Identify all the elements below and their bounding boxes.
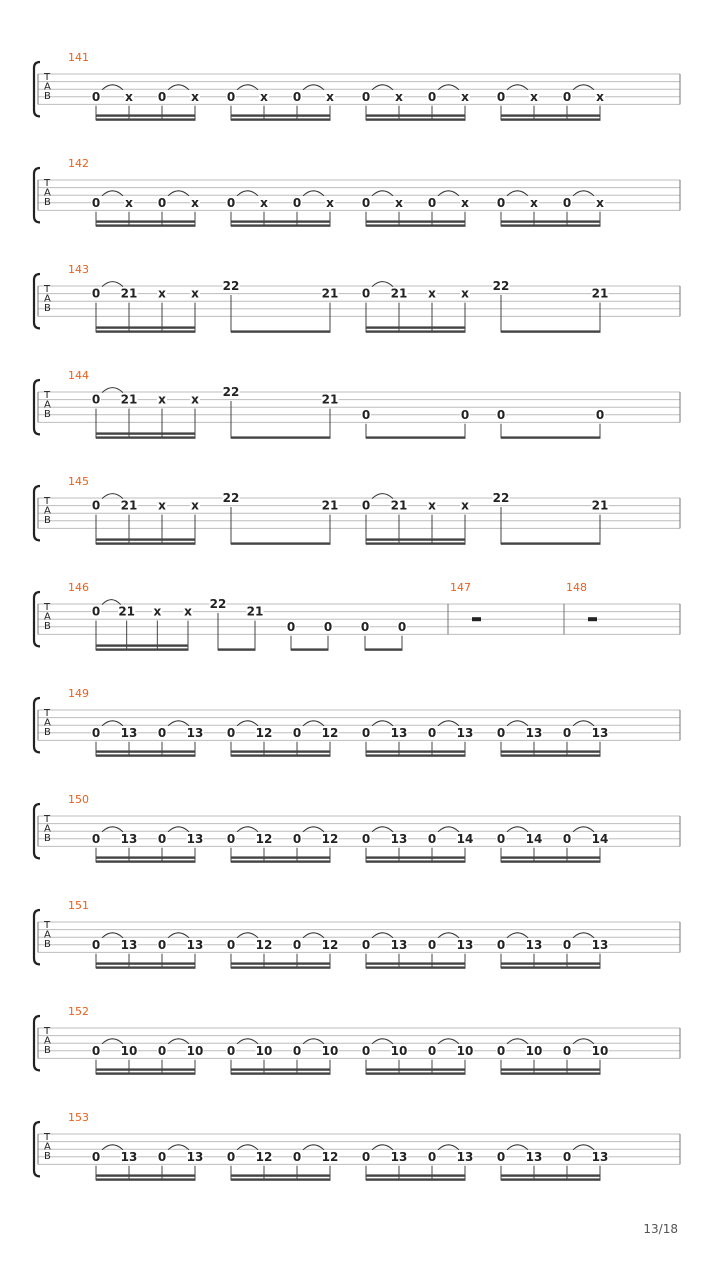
note-beam bbox=[231, 542, 331, 544]
fret-number: 10 bbox=[186, 1043, 204, 1058]
fret-number: 10 bbox=[120, 1043, 138, 1058]
fret-number: 10 bbox=[591, 1043, 609, 1058]
fret-number: 21 bbox=[118, 604, 136, 619]
tab-system bbox=[34, 1005, 680, 1075]
fret-number: 13 bbox=[186, 831, 204, 846]
tab-clef-letter: B bbox=[44, 621, 51, 632]
fret-number: 0 bbox=[226, 725, 236, 740]
note-beam bbox=[96, 750, 196, 752]
fret-number: 0 bbox=[157, 831, 167, 846]
fret-number: 0 bbox=[91, 392, 101, 407]
fret-number: 21 bbox=[246, 604, 264, 619]
note-beam bbox=[231, 220, 331, 222]
fret-number: 21 bbox=[321, 392, 339, 407]
tab-system bbox=[34, 581, 680, 651]
fret-number: 0 bbox=[562, 1043, 572, 1058]
fret-number: x bbox=[530, 195, 538, 210]
fret-number: 0 bbox=[323, 619, 333, 634]
fret-number: 14 bbox=[525, 831, 543, 846]
measure-number: 142 bbox=[68, 157, 89, 170]
fret-number: x bbox=[125, 89, 133, 104]
fret-number: x bbox=[461, 195, 469, 210]
tab-clef-letter: A bbox=[44, 611, 51, 623]
fret-number: 0 bbox=[360, 619, 370, 634]
fret-number: 0 bbox=[226, 195, 236, 210]
fret-number: 21 bbox=[120, 286, 138, 301]
note-beam bbox=[501, 114, 601, 116]
measure-number: 146 bbox=[68, 581, 89, 594]
fret-number: 13 bbox=[591, 937, 609, 952]
fret-number: 22 bbox=[222, 491, 240, 505]
note-beam bbox=[231, 860, 331, 862]
note-beam bbox=[96, 224, 196, 226]
fret-number: 0 bbox=[427, 1043, 437, 1058]
fret-number: 22 bbox=[222, 385, 240, 399]
tab-system bbox=[34, 475, 680, 545]
note-beam bbox=[501, 330, 601, 332]
note-beam bbox=[366, 750, 466, 752]
fret-number: 0 bbox=[496, 89, 506, 104]
fret-number: x bbox=[326, 195, 334, 210]
tab-system bbox=[34, 899, 680, 969]
fret-number: 0 bbox=[427, 725, 437, 740]
fret-number: x bbox=[395, 89, 403, 104]
note-beam bbox=[366, 1178, 466, 1180]
fret-number: x bbox=[158, 392, 166, 407]
fret-number: 12 bbox=[255, 1149, 273, 1164]
note-beam bbox=[96, 962, 196, 964]
fret-number: 0 bbox=[361, 831, 371, 846]
fret-number: x bbox=[260, 195, 268, 210]
fret-number: 0 bbox=[91, 286, 101, 301]
fret-number: 12 bbox=[321, 1149, 339, 1164]
note-beam bbox=[96, 114, 196, 116]
measure-number: 141 bbox=[68, 51, 89, 64]
tab-clef-letter: A bbox=[44, 823, 51, 835]
fret-number: 0 bbox=[562, 937, 572, 952]
fret-number: 0 bbox=[91, 937, 101, 952]
half-rest bbox=[588, 617, 597, 621]
note-beam bbox=[96, 860, 196, 862]
measure-number: 152 bbox=[68, 1005, 89, 1018]
fret-number: 0 bbox=[496, 1149, 506, 1164]
fret-number: x bbox=[326, 89, 334, 104]
tab-system bbox=[34, 263, 680, 333]
fret-number: 0 bbox=[157, 89, 167, 104]
fret-number: 0 bbox=[562, 89, 572, 104]
measure-number: 147 bbox=[450, 581, 471, 594]
note-beam bbox=[231, 750, 331, 752]
fret-number: 0 bbox=[157, 1043, 167, 1058]
fret-number: 0 bbox=[562, 1149, 572, 1164]
fret-number: 0 bbox=[562, 195, 572, 210]
note-beam bbox=[366, 436, 466, 438]
fret-number: x bbox=[461, 89, 469, 104]
fret-number: 0 bbox=[361, 1043, 371, 1058]
fret-number: x bbox=[191, 195, 199, 210]
fret-number: 0 bbox=[562, 831, 572, 846]
fret-number: 0 bbox=[361, 407, 371, 422]
fret-number: 0 bbox=[157, 937, 167, 952]
tab-clef-letter: B bbox=[44, 727, 51, 738]
fret-number: 0 bbox=[292, 195, 302, 210]
tab-clef-letter: A bbox=[44, 293, 51, 305]
fret-number: 0 bbox=[226, 937, 236, 952]
note-beam bbox=[501, 224, 601, 226]
tab-clef-letter: T bbox=[44, 178, 51, 189]
fret-number: 13 bbox=[591, 1149, 609, 1164]
fret-number: x bbox=[428, 286, 436, 301]
fret-number: 13 bbox=[390, 831, 408, 846]
fret-number: 0 bbox=[91, 725, 101, 740]
fret-number: 0 bbox=[292, 831, 302, 846]
tab-clef-letter: B bbox=[44, 409, 51, 420]
fret-number: 22 bbox=[492, 279, 510, 293]
note-beam bbox=[96, 754, 196, 756]
fret-number: 22 bbox=[209, 597, 227, 611]
note-beam bbox=[366, 754, 466, 756]
measure-number: 153 bbox=[68, 1111, 89, 1124]
fret-number: 0 bbox=[226, 1149, 236, 1164]
note-beam bbox=[366, 966, 466, 968]
note-beam bbox=[96, 538, 196, 540]
tab-clef-letter: A bbox=[44, 1035, 51, 1047]
page-number: 13/18 bbox=[643, 1222, 678, 1236]
fret-number: 12 bbox=[321, 937, 339, 952]
tab-clef-letter: B bbox=[44, 515, 51, 526]
note-beam bbox=[366, 1072, 466, 1074]
note-beam bbox=[366, 538, 466, 540]
tab-clef-letter: T bbox=[44, 920, 51, 931]
fret-number: 0 bbox=[361, 286, 371, 301]
fret-number: 12 bbox=[321, 831, 339, 846]
note-beam bbox=[501, 1178, 601, 1180]
fret-number: x bbox=[125, 195, 133, 210]
fret-number: 13 bbox=[186, 1149, 204, 1164]
note-beam bbox=[96, 644, 189, 646]
fret-number: 10 bbox=[390, 1043, 408, 1058]
fret-number: x bbox=[461, 498, 469, 513]
tab-system bbox=[34, 687, 680, 757]
fret-number: 0 bbox=[460, 407, 470, 422]
fret-number: 0 bbox=[292, 89, 302, 104]
fret-number: x bbox=[158, 286, 166, 301]
note-beam bbox=[231, 1178, 331, 1180]
fret-number: 0 bbox=[226, 89, 236, 104]
fret-number: 0 bbox=[91, 195, 101, 210]
note-beam bbox=[366, 860, 466, 862]
note-beam bbox=[366, 1068, 466, 1070]
fret-number: 13 bbox=[525, 937, 543, 952]
fret-number: 13 bbox=[390, 1149, 408, 1164]
measure-number: 149 bbox=[68, 687, 89, 700]
note-beam bbox=[96, 966, 196, 968]
fret-number: 14 bbox=[456, 831, 474, 846]
note-beam bbox=[96, 1068, 196, 1070]
fret-number: 0 bbox=[292, 1043, 302, 1058]
half-rest bbox=[472, 617, 481, 621]
note-beam bbox=[366, 962, 466, 964]
note-beam bbox=[366, 856, 466, 858]
tab-system bbox=[34, 793, 680, 863]
note-beam bbox=[231, 856, 331, 858]
fret-number: 0 bbox=[427, 831, 437, 846]
fret-number: 22 bbox=[492, 491, 510, 505]
note-beam bbox=[501, 1174, 601, 1176]
note-beam bbox=[501, 860, 601, 862]
fret-number: x bbox=[191, 498, 199, 513]
note-beam bbox=[501, 856, 601, 858]
fret-number: 21 bbox=[120, 392, 138, 407]
note-beam bbox=[231, 114, 331, 116]
fret-number: 0 bbox=[361, 725, 371, 740]
note-beam bbox=[218, 648, 256, 650]
fret-number: 0 bbox=[361, 498, 371, 513]
note-beam bbox=[96, 118, 196, 120]
fret-number: 0 bbox=[361, 195, 371, 210]
note-beam bbox=[501, 754, 601, 756]
tab-clef-letter: A bbox=[44, 187, 51, 199]
fret-number: x bbox=[153, 604, 162, 619]
fret-number: 0 bbox=[91, 498, 101, 513]
fret-number: x bbox=[191, 392, 199, 407]
tab-clef-letter: T bbox=[44, 1132, 51, 1143]
fret-number: 13 bbox=[390, 937, 408, 952]
fret-number: x bbox=[428, 498, 436, 513]
fret-number: x bbox=[596, 89, 604, 104]
fret-number: 0 bbox=[157, 1149, 167, 1164]
tab-clef-letter: B bbox=[44, 303, 51, 314]
tab-system bbox=[34, 369, 680, 439]
note-beam bbox=[501, 1068, 601, 1070]
fret-number: 0 bbox=[292, 725, 302, 740]
tab-clef-letter: T bbox=[44, 390, 51, 401]
measure-number: 144 bbox=[68, 369, 89, 382]
tab-clef-letter: T bbox=[44, 72, 51, 83]
note-beam bbox=[96, 330, 196, 332]
note-beam bbox=[96, 1174, 196, 1176]
fret-number: 0 bbox=[496, 831, 506, 846]
fret-number: 13 bbox=[456, 725, 474, 740]
fret-number: 22 bbox=[222, 279, 240, 293]
fret-number: x bbox=[260, 89, 268, 104]
fret-number: 0 bbox=[91, 604, 101, 619]
fret-number: 12 bbox=[255, 725, 273, 740]
fret-number: 0 bbox=[397, 619, 407, 634]
fret-number: 0 bbox=[292, 937, 302, 952]
fret-number: 0 bbox=[427, 195, 437, 210]
fret-number: 13 bbox=[456, 937, 474, 952]
fret-number: 21 bbox=[591, 286, 609, 301]
note-beam bbox=[231, 962, 331, 964]
tab-clef-letter: T bbox=[44, 496, 51, 507]
note-beam bbox=[96, 856, 196, 858]
tab-clef-letter: T bbox=[44, 284, 51, 295]
note-beam bbox=[96, 648, 189, 650]
fret-number: 10 bbox=[525, 1043, 543, 1058]
note-beam bbox=[501, 1072, 601, 1074]
tab-clef-letter: A bbox=[44, 929, 51, 941]
note-beam bbox=[366, 220, 466, 222]
fret-number: 0 bbox=[91, 1149, 101, 1164]
fret-number: 12 bbox=[255, 937, 273, 952]
fret-number: 10 bbox=[456, 1043, 474, 1058]
fret-number: 13 bbox=[186, 937, 204, 952]
fret-number: 0 bbox=[361, 1149, 371, 1164]
fret-number: 0 bbox=[496, 937, 506, 952]
fret-number: 13 bbox=[456, 1149, 474, 1164]
note-beam bbox=[96, 1072, 196, 1074]
tab-system bbox=[34, 1111, 680, 1181]
measure-number: 145 bbox=[68, 475, 89, 488]
fret-number: x bbox=[530, 89, 538, 104]
fret-number: 12 bbox=[321, 725, 339, 740]
tab-clef-letter: T bbox=[44, 1026, 51, 1037]
note-beam bbox=[231, 436, 331, 438]
fret-number: 0 bbox=[91, 89, 101, 104]
note-beam bbox=[231, 966, 331, 968]
fret-number: x bbox=[191, 286, 199, 301]
fret-number: 21 bbox=[321, 498, 339, 513]
fret-number: 21 bbox=[120, 498, 138, 513]
measure-number: 143 bbox=[68, 263, 89, 276]
fret-number: 13 bbox=[525, 725, 543, 740]
fret-number: x bbox=[158, 498, 166, 513]
note-beam bbox=[231, 118, 331, 120]
tab-clef-letter: B bbox=[44, 1151, 51, 1162]
note-beam bbox=[366, 224, 466, 226]
tab-clef-letter: A bbox=[44, 399, 51, 411]
note-beam bbox=[366, 542, 466, 544]
fret-number: 13 bbox=[120, 725, 138, 740]
tab-clef-letter: B bbox=[44, 833, 51, 844]
tab-system bbox=[34, 157, 680, 227]
tab-system bbox=[34, 51, 680, 121]
fret-number: 13 bbox=[120, 831, 138, 846]
measure-number: 148 bbox=[566, 581, 587, 594]
fret-number: 13 bbox=[120, 1149, 138, 1164]
measure-number: 150 bbox=[68, 793, 89, 806]
note-beam bbox=[501, 118, 601, 120]
fret-number: 0 bbox=[157, 195, 167, 210]
note-beam bbox=[501, 962, 601, 964]
fret-number: 21 bbox=[390, 286, 408, 301]
fret-number: x bbox=[461, 286, 469, 301]
fret-number: 21 bbox=[591, 498, 609, 513]
fret-number: 0 bbox=[292, 1149, 302, 1164]
note-beam bbox=[96, 326, 196, 328]
tab-clef-letter: A bbox=[44, 505, 51, 517]
tab-clef-letter: T bbox=[44, 602, 51, 613]
fret-number: 13 bbox=[186, 725, 204, 740]
note-beam bbox=[96, 436, 196, 438]
tab-clef-letter: B bbox=[44, 91, 51, 102]
fret-number: 0 bbox=[496, 195, 506, 210]
fret-number: 0 bbox=[157, 725, 167, 740]
note-beam bbox=[366, 114, 466, 116]
note-beam bbox=[231, 330, 331, 332]
fret-number: 21 bbox=[390, 498, 408, 513]
tab-clef-letter: A bbox=[44, 717, 51, 729]
tab-clef-letter: B bbox=[44, 197, 51, 208]
fret-number: 12 bbox=[255, 831, 273, 846]
fret-number: 0 bbox=[361, 937, 371, 952]
note-beam bbox=[366, 1174, 466, 1176]
tab-clef-letter: A bbox=[44, 81, 51, 93]
fret-number: 0 bbox=[427, 1149, 437, 1164]
fret-number: 0 bbox=[226, 831, 236, 846]
tab-clef-letter: B bbox=[44, 939, 51, 950]
fret-number: 0 bbox=[595, 407, 605, 422]
fret-number: 0 bbox=[226, 1043, 236, 1058]
note-beam bbox=[366, 118, 466, 120]
tab-clef-letter: T bbox=[44, 814, 51, 825]
fret-number: x bbox=[596, 195, 604, 210]
note-beam bbox=[291, 648, 329, 650]
note-beam bbox=[96, 1178, 196, 1180]
note-beam bbox=[501, 750, 601, 752]
note-beam bbox=[366, 330, 466, 332]
fret-number: 13 bbox=[591, 725, 609, 740]
note-beam bbox=[96, 542, 196, 544]
fret-number: 0 bbox=[361, 89, 371, 104]
note-beam bbox=[501, 436, 601, 438]
fret-number: 0 bbox=[496, 725, 506, 740]
note-beam bbox=[365, 648, 403, 650]
note-beam bbox=[501, 966, 601, 968]
tab-clef-letter: T bbox=[44, 708, 51, 719]
fret-number: 21 bbox=[321, 286, 339, 301]
fret-number: 10 bbox=[255, 1043, 273, 1058]
fret-number: 0 bbox=[562, 725, 572, 740]
fret-number: 14 bbox=[591, 831, 609, 846]
fret-number: x bbox=[184, 604, 192, 619]
tab-clef-letter: A bbox=[44, 1141, 51, 1153]
fret-number: 0 bbox=[496, 1043, 506, 1058]
note-beam bbox=[231, 1068, 331, 1070]
note-beam bbox=[231, 1072, 331, 1074]
note-beam bbox=[231, 1174, 331, 1176]
fret-number: 0 bbox=[427, 937, 437, 952]
note-beam bbox=[231, 754, 331, 756]
fret-number: 0 bbox=[427, 89, 437, 104]
note-beam bbox=[96, 432, 196, 434]
fret-number: x bbox=[191, 89, 199, 104]
fret-number: 10 bbox=[321, 1043, 339, 1058]
note-beam bbox=[366, 326, 466, 328]
note-beam bbox=[501, 220, 601, 222]
fret-number: 0 bbox=[91, 831, 101, 846]
fret-number: x bbox=[395, 195, 403, 210]
note-beam bbox=[96, 220, 196, 222]
tab-clef-letter: B bbox=[44, 1045, 51, 1056]
fret-number: 0 bbox=[286, 619, 296, 634]
measure-number: 151 bbox=[68, 899, 89, 912]
fret-number: 13 bbox=[120, 937, 138, 952]
fret-number: 13 bbox=[525, 1149, 543, 1164]
fret-number: 0 bbox=[496, 407, 506, 422]
fret-number: 0 bbox=[91, 1043, 101, 1058]
note-beam bbox=[501, 542, 601, 544]
fret-number: 13 bbox=[390, 725, 408, 740]
note-beam bbox=[231, 224, 331, 226]
